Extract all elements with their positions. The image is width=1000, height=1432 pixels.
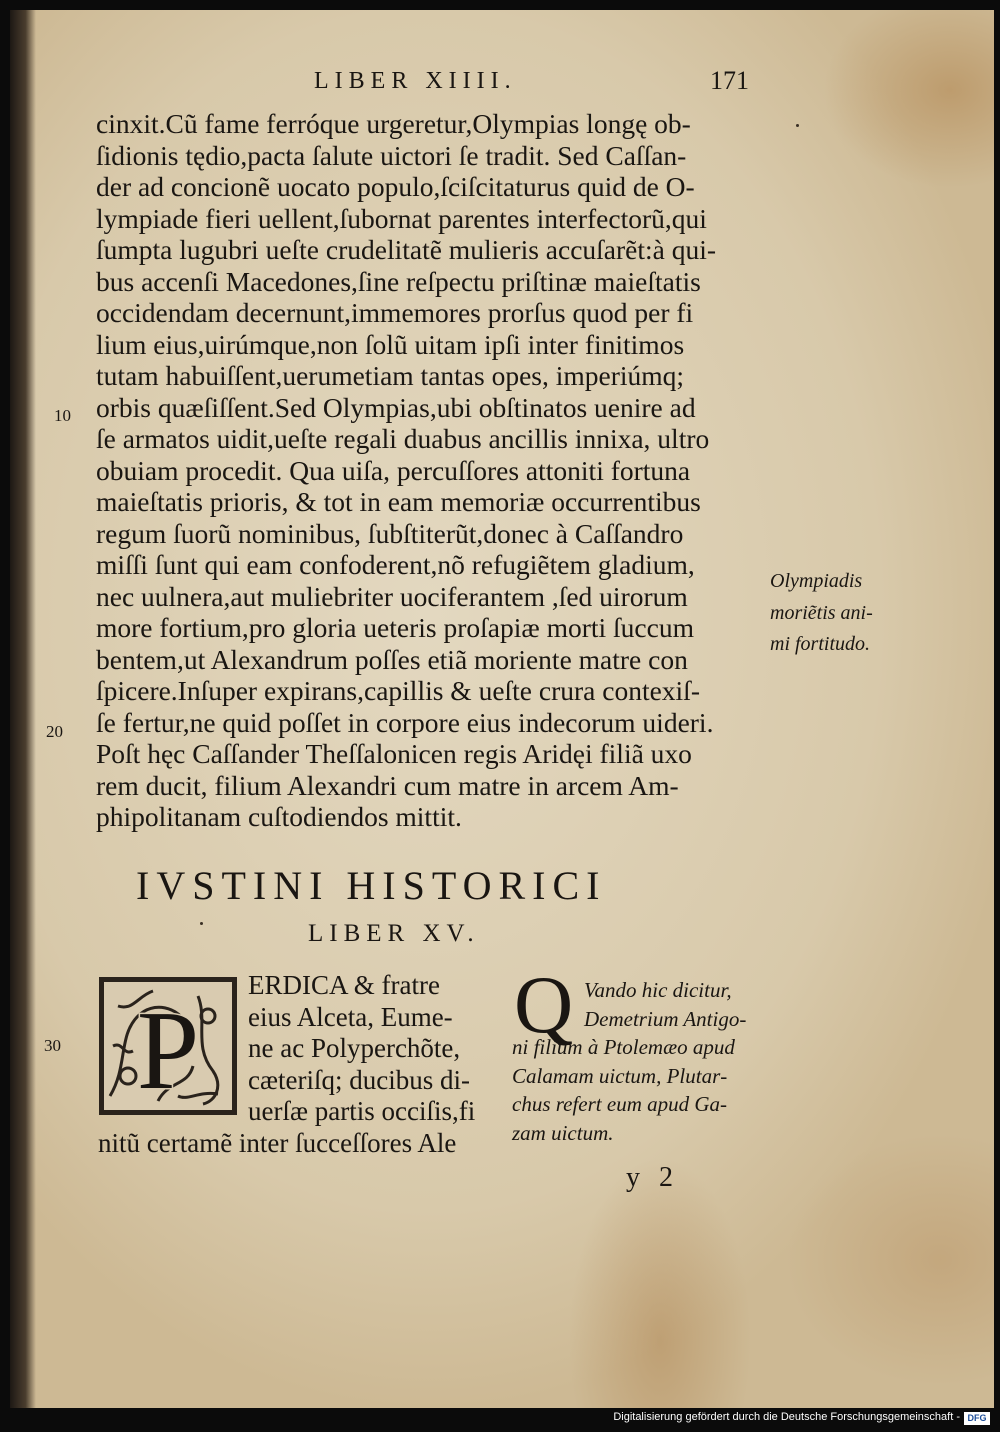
text-line: der ad concionẽ uocato populo,ſciſcitaturus quid de O‑ [96, 171, 695, 202]
chapter-line: ne ac Polyperchõte, [248, 1033, 461, 1063]
text-line: Poſt hęc Caſſander Theſſalonicen regis Aridęi filiã uxo [96, 738, 692, 769]
text-line: ſe armatos uidit,ueſte regali duabus ancillis innixa, ultro [96, 423, 710, 454]
text-line: bus accenſi Macedones,ſine reſpectu priſtinæ maieſtatis [96, 265, 701, 297]
dfg-logo: DFG [964, 1412, 990, 1425]
text-line: nec uulnera,aut muliebriter uociferantem ,ſed uirorum [96, 580, 688, 612]
line-number-30: 30 [44, 1036, 61, 1055]
commentary-line: Vando hic dicitur, [584, 978, 732, 1002]
ornamental-drop-cap [98, 976, 238, 1116]
commentary-line: zam uictum. [512, 1120, 614, 1145]
digitization-credit: Digitalisierung gefördert durch die Deutsche Forschungsgemeinschaft - [613, 1411, 960, 1423]
scanned-page [10, 10, 994, 1408]
marginal-note [770, 566, 873, 661]
text-line: bentem,ut Alexandrum poſſes etiã moriente matre con [96, 643, 688, 675]
binding-gutter [10, 10, 36, 1408]
text-line: lympiade fieri uellent,ſubornat parentes interfectorũ,qui [96, 202, 707, 234]
main-text-block [96, 108, 758, 833]
marginal-note-line: moriẽtis ani‑ [770, 601, 873, 624]
text-line: obuiam procedit. Qua uiſa, percuſſores attoniti fortuna [96, 454, 691, 486]
ink-speck [796, 124, 799, 127]
text-line: orbis quæſiſſent.Sed Olympias,ubi obſtinatos uenire ad [96, 391, 696, 423]
text-line: occidendam decernunt,immemores prorſus quod per fi [96, 297, 694, 328]
chapter-line: ERDICA & fratre [248, 970, 440, 1000]
book-subtitle: LIBER XV. [308, 920, 480, 947]
text-line: lium eius,uirúmque,non ſolũ uitam ipſi inter finitimos [96, 328, 685, 360]
commentary-line: Demetrium Antigo‑ [584, 1006, 747, 1031]
text-line: regum ſuorũ nominibus, ſubſtiterũt,donec à Caſſandro [96, 517, 684, 549]
marginal-note-line: Olympiadis [770, 570, 863, 592]
text-line: tutam habuiſſent,uerumetiam tantas opes, imperiúmq; [96, 360, 685, 391]
chapter-opening-text [98, 970, 476, 1159]
chapter-line: cæteriſq; ducibus di‑ [248, 1064, 470, 1095]
commentary-initial: Q [514, 959, 574, 1050]
text-line: ſpicere.Inſuper expirans,capillis & ueſte crura contexiſ‑ [96, 675, 700, 706]
commentary-column [512, 976, 747, 1147]
text-line: cinxit.Cũ fame ferróque urgeretur,Olympias longę ob‑ [96, 108, 691, 139]
commentary-line: Calamam uictum, Plutar‑ [512, 1063, 728, 1088]
text-line: more fortium,pro gloria ueteris proſapiæ morti ſuccum [96, 612, 694, 643]
text-line: ſumpta lugubri ueſte crudelitatẽ mulieris accuſarẽt:à qui‑ [96, 234, 717, 265]
running-head: LIBER XIIII. [314, 68, 517, 94]
commentary-line: chus refert eum apud Ga‑ [512, 1092, 728, 1116]
chapter-line: nitũ certamẽ inter ſucceſſores Ale [98, 1127, 457, 1158]
chapter-line: eius Alceta, Eume‑ [248, 1001, 453, 1032]
drop-cap-letter: P [136, 989, 200, 1113]
line-number-10: 10 [54, 406, 71, 425]
marginal-note-line: mi fortitudo. [770, 633, 871, 655]
text-line: phipolitanam cuſtodiendos mittit. [96, 801, 462, 832]
line-number-20: 20 [46, 722, 63, 741]
chapter-line: uerſæ partis occiſis,fi [248, 1096, 476, 1126]
text-line: miſſi ſunt qui eam confoderent,nõ refugiẽtem gladium, [96, 549, 695, 580]
page-number: 171 [710, 66, 749, 95]
book-title: IVSTINI HISTORICI [136, 863, 607, 908]
text-line: rem ducit, filium Alexandri cum matre in arcem Am‑ [96, 769, 679, 801]
text-line: maieſtatis prioris, & tot in eam memoriæ occurrentibus [96, 486, 701, 517]
commentary-line: ni filium à Ptolemæo apud [512, 1035, 735, 1059]
text-line: ſe fertur,ne quid poſſet in corpore eius indecorum uideri. [96, 706, 714, 738]
text-line: ſidionis tędio,pacta ſalute uictori ſe tradit. Sed Caſſan‑ [96, 139, 687, 171]
signature-mark: y 2 [626, 1162, 679, 1193]
ink-speck [200, 922, 203, 925]
